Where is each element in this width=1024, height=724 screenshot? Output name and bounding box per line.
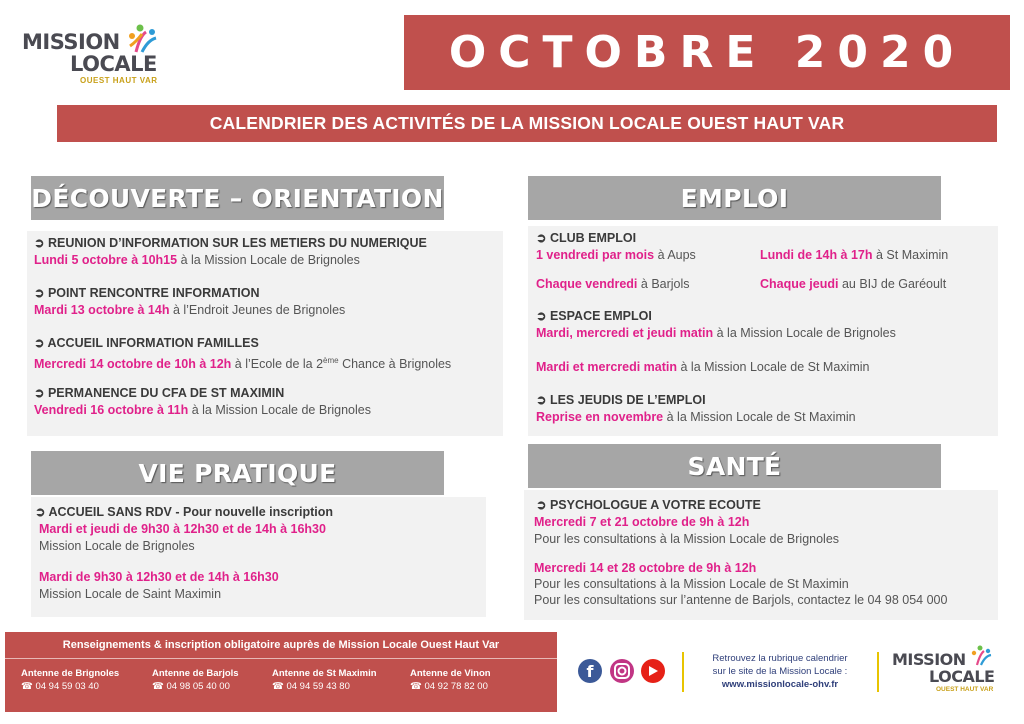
antenne-name: Antenne de Barjols — [152, 668, 239, 679]
vie-date-1: Mardi et jeudi de 9h30 à 12h30 et de 14h à 16h30 — [39, 522, 326, 536]
logo-line-locale: LOCALE — [929, 667, 995, 686]
arrow-icon: ➲ — [34, 336, 48, 350]
event-permanence-cfa — [34, 385, 371, 419]
logo-people-icon — [968, 644, 998, 668]
logo-line-region: OUEST HAUT VAR — [936, 686, 994, 693]
event-date: Lundi de 14h à 17h — [760, 248, 873, 262]
month-banner — [404, 15, 1010, 90]
club-emploi-title — [536, 230, 636, 247]
antenne-vinon — [410, 667, 491, 693]
event-place: à St Maximin — [872, 248, 949, 262]
event-place: à l’Endroit Jeunes de Brignoles — [169, 303, 346, 317]
vie-place-1: Mission Locale de Brignoles — [39, 539, 195, 553]
month-title: OCTOBRE 2020 — [448, 27, 966, 78]
calendar-subtitle: CALENDRIER DES ACTIVITÉS DE LA MISSION LOCALE OUEST HAUT VAR — [57, 105, 997, 142]
antenne-phone: ☎ 04 94 59 43 80 — [272, 681, 350, 692]
divider — [682, 652, 684, 692]
antenne-name: Antenne de Vinon — [410, 668, 491, 679]
event-date: Mardi, mercredi et jeudi matin — [536, 326, 714, 340]
event-place: à la Mission Locale de St Maximin — [677, 360, 870, 374]
footer-info-line: Renseignements & inscription obligatoire auprès de Mission Locale Ouest Haut Var — [5, 632, 557, 659]
event-title: PERMANENCE DU CFA DE ST MAXIMIN — [47, 386, 285, 400]
antenne-name: Antenne de Brignoles — [21, 668, 120, 679]
event-date: Mardi et mercredi matin — [536, 360, 678, 374]
event-place: à l’Ecole de la 2 — [231, 357, 324, 372]
club-gareoult — [760, 276, 946, 293]
sante-place-2: Pour les consultations à la Mission Locale de St Maximin — [534, 577, 849, 591]
antenne-st-maximin — [272, 667, 377, 693]
calendar-website-note — [700, 652, 860, 691]
jeudis-emploi-label: LES JEUDIS DE L’EMPLOI — [549, 393, 706, 407]
club-aups — [536, 247, 696, 264]
event-date: Mardi 13 octobre à 14h — [34, 303, 170, 317]
event-place-end: Chance à Brignoles — [338, 357, 452, 372]
event-title: POINT RENCONTRE INFORMATION — [47, 286, 260, 300]
arrow-icon: ➲ — [34, 236, 48, 250]
vie-date-2: Mardi de 9h30 à 12h30 et de 14h à 16h30 — [39, 570, 279, 584]
event-place: à la Mission Locale de Brignoles — [188, 403, 371, 417]
event-place: à la Mission Locale de Brignoles — [713, 326, 896, 340]
svg-text:f: f — [586, 662, 594, 681]
event-place: à Aups — [654, 248, 696, 262]
club-st-maximin — [760, 247, 948, 264]
instagram-icon[interactable] — [610, 659, 634, 683]
arrow-icon: ➲ — [536, 231, 550, 245]
mission-locale-logo — [22, 22, 172, 94]
arrow-icon: ➲ — [34, 286, 48, 300]
website-link[interactable]: www.missionlocale-ohv.fr — [721, 679, 839, 690]
accueil-sans-rdv-label: ACCUEIL SANS RDV - Pour nouvelle inscription — [48, 505, 334, 519]
antenne-phone: ☎ 04 94 59 03 40 — [21, 681, 99, 692]
website-note-line1: Retrouvez la rubrique calendrier — [712, 653, 848, 664]
logo-line-mission: MISSION — [892, 650, 966, 669]
panel-sante — [524, 490, 998, 620]
psychologue-title — [536, 497, 761, 514]
website-note-line2: sur le site de la Mission Locale : — [712, 666, 848, 677]
youtube-icon[interactable] — [641, 659, 665, 683]
event-title: ACCUEIL INFORMATION FAMILLES — [47, 336, 259, 350]
antenne-phone: ☎ 04 92 78 82 00 — [410, 681, 488, 692]
event-point-rencontre — [34, 285, 345, 319]
vie-place-2: Mission Locale de Saint Maximin — [39, 587, 222, 601]
sante-date-1: Mercredi 7 et 21 octobre de 9h à 12h — [534, 515, 750, 529]
event-place: à Barjols — [637, 277, 690, 291]
social-icons — [576, 657, 666, 690]
espace-emploi-label: ESPACE EMPLOI — [549, 309, 652, 323]
arrow-icon: ➲ — [536, 393, 550, 407]
arrow-icon: ➲ — [536, 309, 550, 323]
arrow-icon: ➲ — [34, 386, 48, 400]
jeudis-emploi-title — [536, 392, 706, 409]
divider — [877, 652, 879, 692]
arrow-icon: ➲ — [35, 505, 49, 519]
section-header-sante: SANTÉ — [528, 444, 941, 488]
arrow-icon: ➲ — [536, 498, 550, 512]
event-place: à la Mission Locale de St Maximin — [663, 410, 856, 424]
sante-place-1: Pour les consultations à la Mission Locale de Brignoles — [534, 532, 840, 546]
espace-st-maximin — [536, 359, 869, 376]
jeudis-reprise — [536, 409, 856, 426]
event-date: Vendredi 16 octobre à 11h — [34, 403, 189, 417]
event-date: Mercredi 14 octobre de 10h à 12h — [34, 357, 232, 372]
event-date: Lundi 5 octobre à 10h15 — [34, 253, 178, 267]
club-emploi-label: CLUB EMPLOI — [549, 231, 637, 245]
antenne-phone: ☎ 04 98 05 40 00 — [152, 681, 230, 692]
sante-date-2: Mercredi 14 et 28 octobre de 9h à 12h — [534, 561, 757, 575]
event-date: 1 vendredi par mois — [536, 248, 655, 262]
logo-line-mission: MISSION — [22, 30, 120, 54]
espace-emploi-title — [536, 308, 652, 325]
antenne-brignoles — [21, 667, 119, 693]
section-header-emploi: EMPLOI — [528, 176, 941, 220]
logo-line-region: OUEST HAUT VAR — [80, 76, 158, 85]
event-place-sup: ème — [323, 356, 339, 365]
event-accueil-familles — [34, 335, 451, 373]
sante-place-3: Pour les consultations sur l’antenne de Barjols, contactez le 04 98 054 000 — [534, 593, 948, 607]
event-date: Reprise en novembre — [536, 410, 664, 424]
mission-locale-logo-footer — [892, 644, 1002, 704]
event-reunion-numerique — [34, 235, 427, 269]
section-header-vie-pratique: VIE PRATIQUE — [31, 451, 444, 495]
panel-vie-pratique — [31, 497, 486, 617]
antenne-barjols — [152, 667, 239, 693]
event-place: au BIJ de Garéoult — [838, 277, 947, 291]
accueil-sans-rdv-title — [35, 504, 333, 521]
event-title: REUNION D’INFORMATION SUR LES METIERS DU NUMERIQUE — [47, 236, 427, 250]
facebook-icon[interactable] — [578, 659, 602, 683]
psychologue-label: PSYCHOLOGUE A VOTRE ECOUTE — [549, 498, 761, 512]
antenne-name: Antenne de St Maximin — [272, 668, 377, 679]
event-date: Chaque vendredi — [536, 277, 638, 291]
logo-line-locale: LOCALE — [70, 52, 157, 76]
espace-brignoles — [536, 325, 896, 342]
event-place: à la Mission Locale de Brignoles — [177, 253, 360, 267]
section-header-decouverte: DÉCOUVERTE – ORIENTATION — [31, 176, 444, 220]
club-barjols — [536, 276, 690, 293]
event-date: Chaque jeudi — [760, 277, 839, 291]
panel-emploi — [528, 226, 998, 436]
panel-decouverte — [27, 231, 503, 436]
